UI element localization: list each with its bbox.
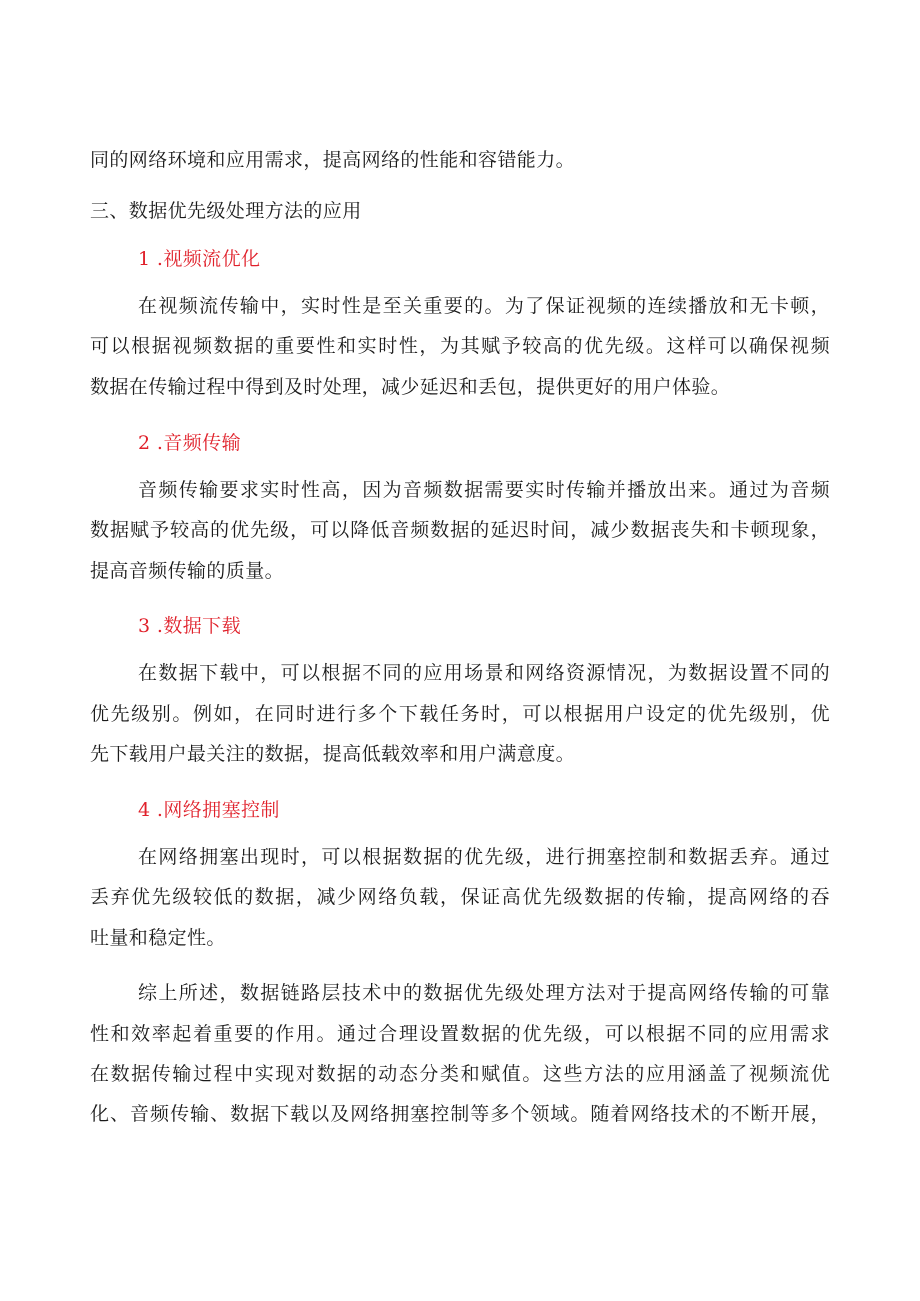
subsection-heading-video: 1 .视频流优化 (138, 248, 261, 270)
paragraph-line: 吐量和稳定性。 (90, 927, 226, 949)
intro-tail-line: 同的网络环境和应用需求，提高网络的性能和容错能力。 (90, 149, 576, 171)
paragraph-line: 提高音频传输的质量。 (90, 560, 285, 582)
conclusion-line: 性和效率起着重要的作用。通过合理设置数据的优先级，可以根据不同的应用需求 (90, 1023, 830, 1045)
paragraph-line: 可以根据视频数据的重要性和实时性，为其赋予较高的优先级。这样可以确保视频 (90, 335, 830, 357)
paragraph-line: 数据赋予较高的优先级，可以降低音频数据的延迟时间，减少数据丧失和卡顿现象， (90, 519, 830, 541)
paragraph-line: 在视频流传输中，实时性是至关重要的。为了保证视频的连续播放和无卡顿， (138, 295, 830, 317)
conclusion-line: 综上所述，数据链路层技术中的数据优先级处理方法对于提高网络传输的可靠 (138, 982, 830, 1004)
paragraph-line: 音频传输要求实时性高，因为音频数据需要实时传输并播放出来。通过为音频 (138, 479, 830, 501)
paragraph-line: 数据在传输过程中得到及时处理，减少延迟和丢包，提供更好的用户体验。 (90, 376, 731, 398)
subsection-heading-download: 3 .数据下载 (138, 615, 241, 637)
conclusion-line: 化、音频传输、数据下载以及网络拥塞控制等多个领域。随着网络技术的不断开展， (90, 1103, 830, 1125)
paragraph-line: 在数据下载中，可以根据不同的应用场景和网络资源情况，为数据设置不同的 (138, 662, 830, 684)
paragraph-line: 丢弃优先级较低的数据，减少网络负载，保证高优先级数据的传输，提高网络的吞 (90, 886, 830, 908)
paragraph-line: 先下载用户最关注的数据，提高低载效率和用户满意度。 (90, 743, 576, 765)
section-title: 三、数据优先级处理方法的应用 (90, 200, 362, 222)
paragraph-line: 优先级别。例如，在同时进行多个下载任务时，可以根据用户设定的优先级别，优 (90, 703, 830, 725)
conclusion-line: 在数据传输过程中实现对数据的动态分类和赋值。这些方法的应用涵盖了视频流优 (90, 1063, 830, 1085)
paragraph-line: 在网络拥塞出现时，可以根据数据的优先级，进行拥塞控制和数据丢弃。通过 (138, 846, 830, 868)
subsection-heading-audio: 2 .音频传输 (138, 432, 241, 454)
subsection-heading-congestion: 4 .网络拥塞控制 (138, 799, 280, 821)
